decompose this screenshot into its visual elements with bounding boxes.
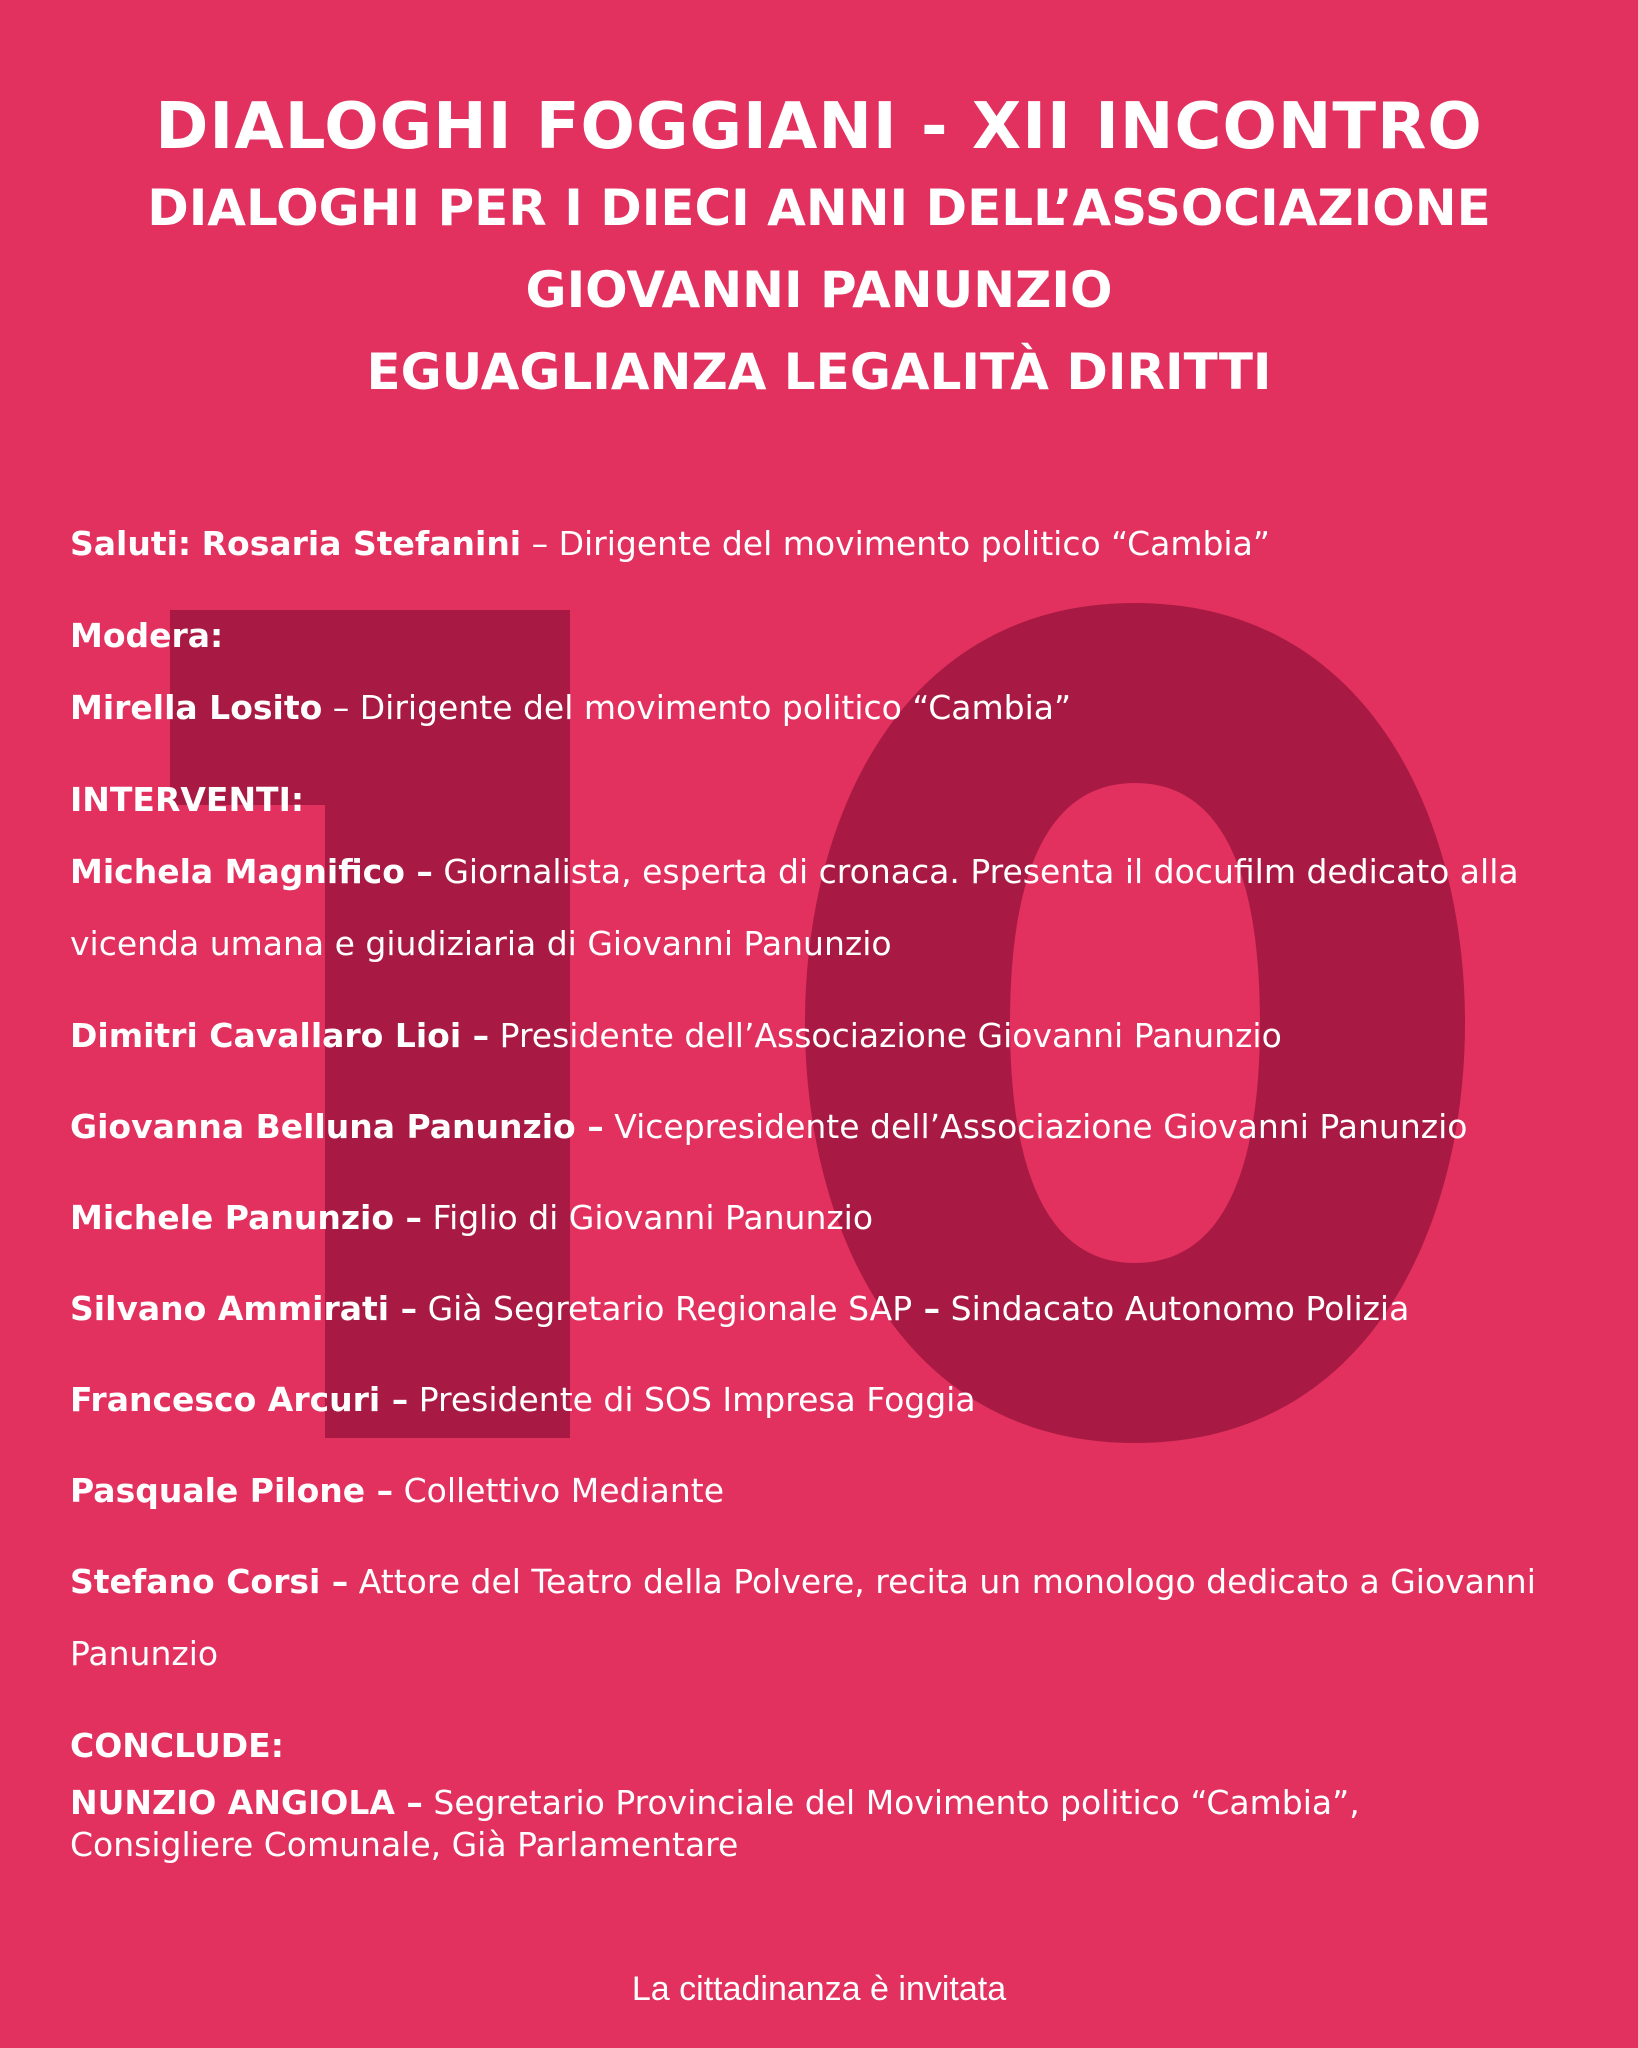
saluti-label: Saluti: (70, 524, 192, 563)
speaker-role: Attore del Teatro della Polvere, recita un monologo dedicato a Giovanni (348, 1562, 1536, 1601)
event-title: DIALOGHI FOGGIANI - XII INCONTRO (155, 90, 1483, 164)
speaker-name: Pasquale Pilone – (70, 1471, 394, 1510)
speaker-role: Presidente dell’Associazione Giovanni Panunzio (489, 1016, 1282, 1055)
conclude-row-cont (70, 1824, 738, 1866)
speaker-role-cont: vicenda umana e giudiziaria di Giovanni Panunzio (70, 924, 892, 963)
speaker-role-cont: Panunzio (70, 1634, 219, 1673)
conclude-label: CONCLUDE: (70, 1726, 284, 1765)
event-subtitle-1: DIALOGHI PER I DIECI ANNI DELL’ASSOCIAZIONE (147, 179, 1491, 237)
modera-role: – Dirigente del movimento politico “Cambia” (322, 688, 1072, 727)
speaker-name: Stefano Corsi – (70, 1562, 349, 1601)
speaker-role: Figlio di Giovanni Panunzio (422, 1198, 874, 1237)
speaker-row-5 (70, 1273, 1409, 1345)
speaker-name: Giovanna Belluna Panunzio – (70, 1107, 604, 1146)
conclude-name: NUNZIO ANGIOLA – (70, 1783, 423, 1822)
conclude-label-row (70, 1710, 284, 1782)
conclude-row (70, 1782, 1360, 1824)
speaker-row-2 (70, 1000, 1282, 1072)
speaker-name: Francesco Arcuri – (70, 1380, 409, 1419)
speaker-name: Dimitri Cavallaro Lioi – (70, 1016, 490, 1055)
conclude-role-cont: Consigliere Comunale, Già Parlamentare (70, 1825, 739, 1864)
interventi-label: INTERVENTI: (70, 780, 305, 819)
speaker-role: Giornalista, esperta di cronaca. Presenta il docufilm dedicato alla (432, 852, 1519, 891)
interventi-label-row (70, 764, 304, 836)
event-subtitle-2: GIOVANNI PANUNZIO (525, 261, 1113, 319)
speaker-name: Michela Magnifico – (70, 852, 433, 891)
saluti-role: – Dirigente del movimento politico “Cambia” (521, 524, 1270, 563)
speaker-name: Michele Panunzio – (70, 1198, 422, 1237)
event-subtitle-3: EGUAGLIANZA LEGALITÀ DIRITTI (366, 343, 1272, 401)
speaker-role-extra: Sindacato Autonomo Polizia (940, 1289, 1410, 1328)
event-header (0, 88, 1638, 412)
speaker-role: Già Segretario Regionale SAP (417, 1289, 913, 1328)
speaker-row-1-cont (70, 908, 892, 980)
speaker-row-8 (70, 1546, 1536, 1618)
speaker-dash: – (912, 1289, 941, 1328)
footer-invitation: La cittadinanza è invitata (631, 1970, 1007, 2008)
modera-label: Modera: (70, 616, 224, 655)
modera-name: Mirella Losito (70, 688, 323, 727)
speaker-name: Silvano Ammirati – (70, 1289, 418, 1328)
modera-row (70, 672, 1071, 744)
saluti-name: Rosaria Stefanini (201, 524, 522, 563)
speaker-row-7 (70, 1455, 724, 1527)
speaker-row-8-cont (70, 1618, 218, 1690)
speaker-role: Vicepresidente dell’Associazione Giovanni Panunzio (603, 1107, 1468, 1146)
conclude-role: Segretario Provinciale del Movimento politico “Cambia”, (422, 1783, 1360, 1822)
speaker-row-3 (70, 1091, 1467, 1163)
speaker-row-1 (70, 836, 1519, 908)
speaker-row-6 (70, 1364, 976, 1436)
saluti-row (70, 508, 1270, 580)
speaker-row-4 (70, 1182, 873, 1254)
speaker-role: Presidente di SOS Impresa Foggia (408, 1380, 976, 1419)
speaker-role: Collettivo Mediante (393, 1471, 725, 1510)
modera-label-row (70, 600, 223, 672)
